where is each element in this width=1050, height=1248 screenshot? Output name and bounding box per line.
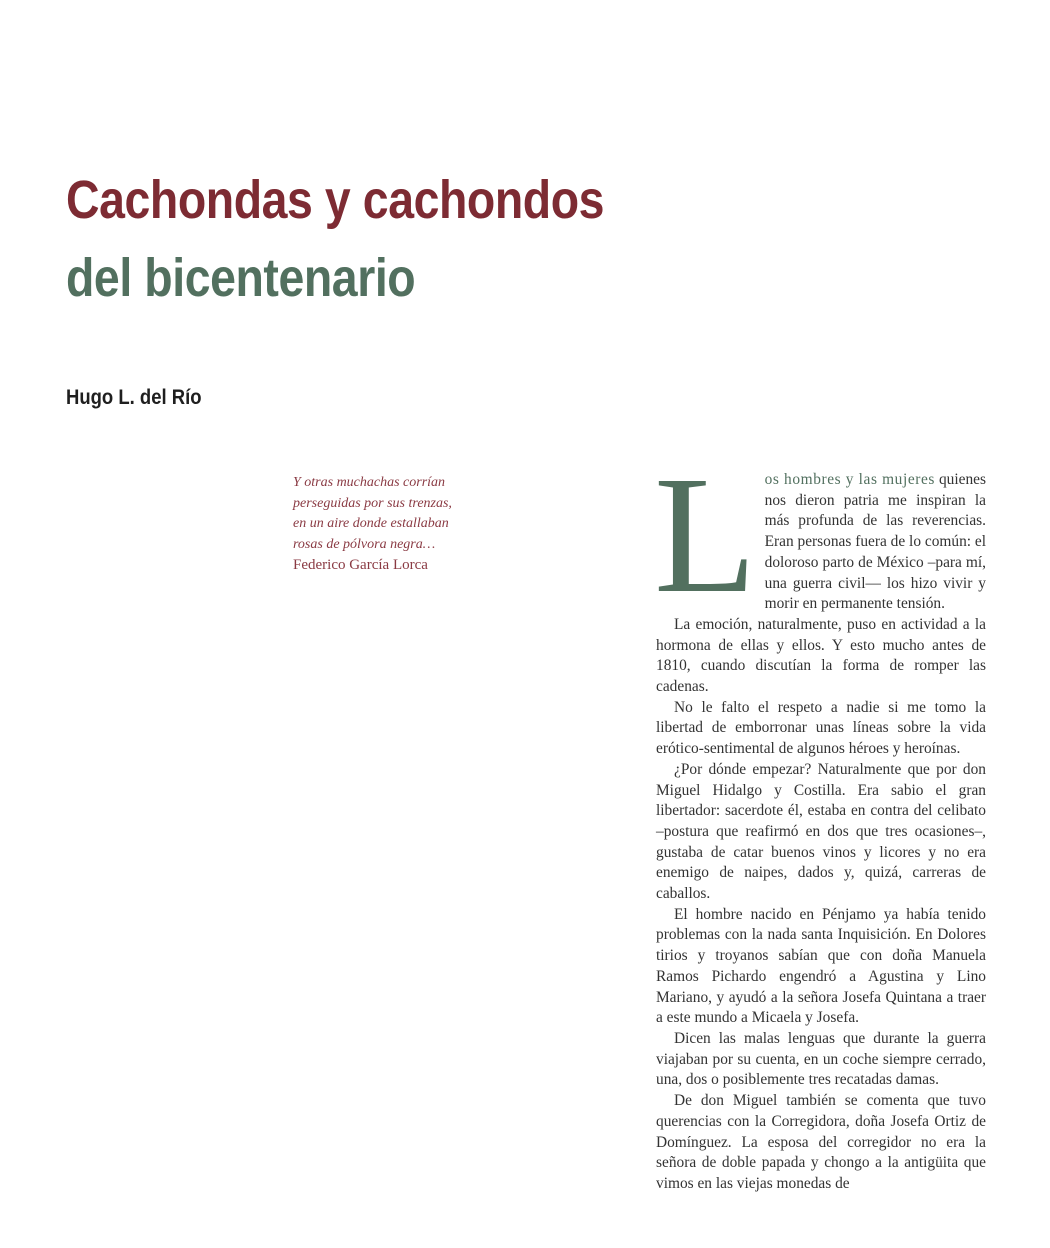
article-paragraph: La emoción, naturalmente, puso en actividad a la hormona de ellas y ellos. Y esto mucho antes de 1810, cuando discutían la forma de romper las cadenas.: [656, 615, 986, 696]
drop-cap: L: [654, 442, 757, 628]
article-title-line-1: Cachondas y cachondos: [66, 170, 605, 230]
epigraph-attribution: Federico García Lorca: [293, 557, 428, 574]
article-body: [654, 442, 986, 1195]
lead-in-text: os hombres y las mujeres: [764, 471, 936, 488]
epigraph-line: rosas de pólvora negra…: [293, 536, 436, 552]
article-paragraph: De don Miguel también se comenta que tuvo querencias con la Corregidora, doña Josefa Ortiz de Domínguez. La esposa del corregidor no era la señora de doble papada y chongo a la antigüita que vimos en las viejas monedas de: [656, 1092, 986, 1192]
article-paragraph: Dicen las malas lenguas que durante la guerra viajaban por su cuenta, en un coche siempre cerrado, una, dos o posiblemente tres recatadas damas.: [656, 1029, 986, 1089]
article-title-line-2: del bicentenario: [66, 248, 416, 308]
epigraph-line: perseguidas por sus trenzas,: [293, 495, 452, 511]
article-paragraph: [654, 442, 986, 628]
article-paragraph: ¿Por dónde empezar? Naturalmente que por don Miguel Hidalgo y Costilla. Era sabio el gran libertador: sacerdote él, estaba en contra del celibato –postura que reafirmó en dos que tres ocasiones–, gustaba de catar buenos vinos y licores y no era enemigo de naipes, dados y, quizá, carreras de caballos.: [656, 760, 986, 903]
author-byline: Hugo L. del Río: [66, 386, 202, 409]
paragraph-text: quienes nos dieron patria me inspiran la más profunda de las reverencias. Eran personas fuera de lo común: el doloroso parto de México –para mí, una guerra civil— los hizo vivir y morir en permanente tensión.: [764, 471, 986, 613]
epigraph: [293, 473, 463, 576]
article-paragraph: El hombre nacido en Pénjamo ya había tenido problemas con la nada santa Inquisición. En Dolores tirios y troyanos sabían que con doña Manuela Ramos Pichardo engendró a Agustina y Lino Mariano, y ayudó a la señora Josefa Quintana a traer a este mundo a Micaela y Josefa.: [656, 905, 986, 1027]
epigraph-line: Y otras muchachas corrían: [293, 475, 446, 490]
article-paragraph: No le falto el respeto a nadie si me tomo la libertad de emborronar unas líneas sobre la vida erótico-sentimental de algunos héroes y heroínas.: [656, 698, 986, 758]
epigraph-line: en un aire donde estallaban: [293, 516, 449, 532]
